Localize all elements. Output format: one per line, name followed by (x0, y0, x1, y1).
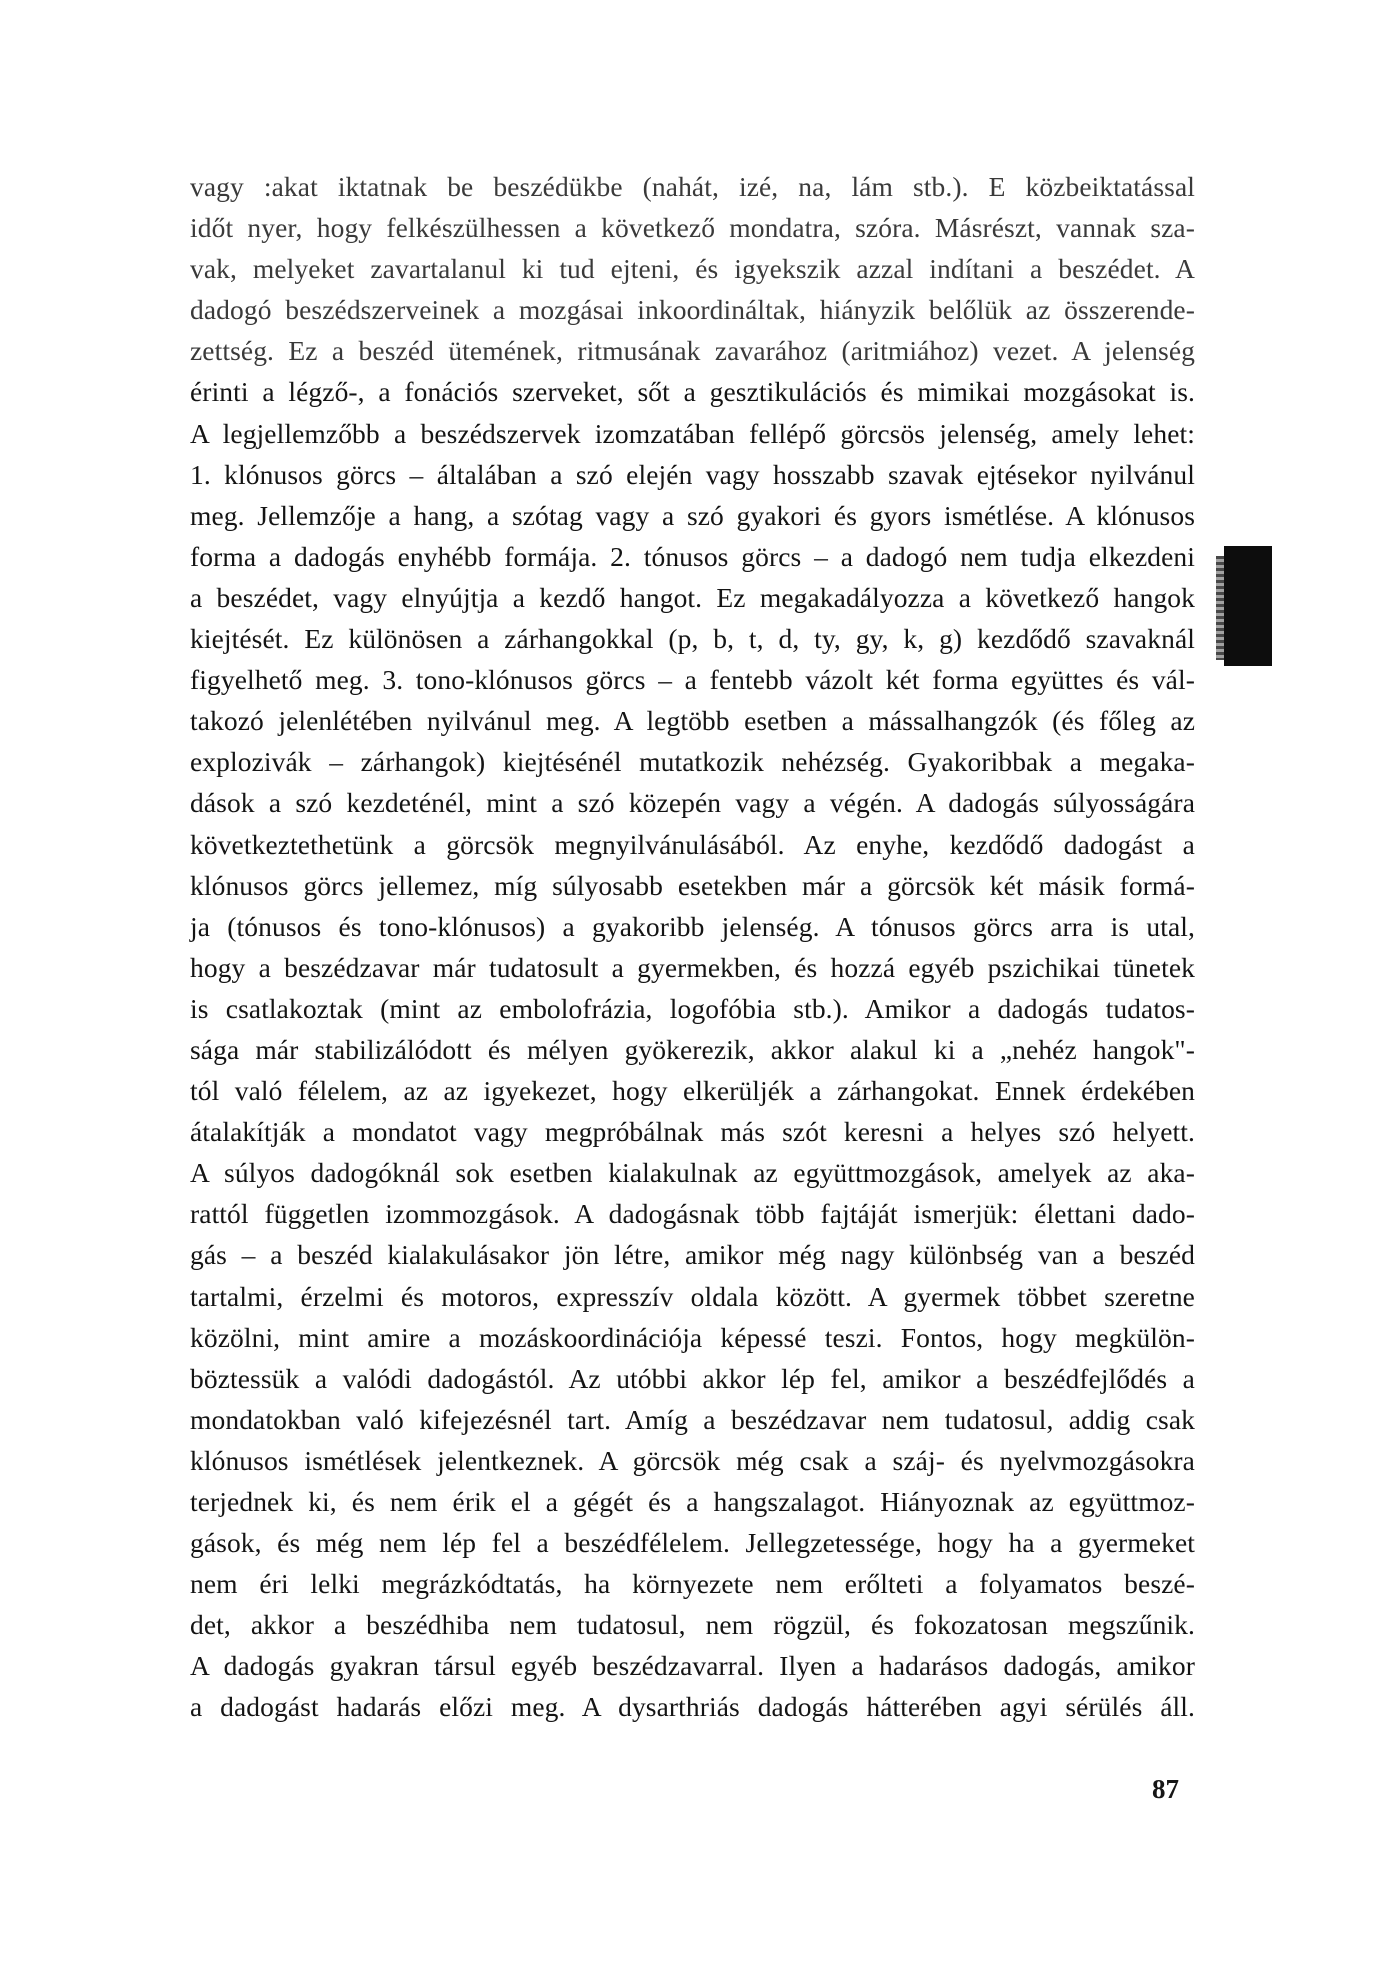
text-line: nem éri lelki megrázkódtatás, ha környezete nem erőlteti a folyamatos beszé- (190, 1568, 1195, 1600)
text-line: gások, és még nem lép fel a beszédfélelem. Jellegzetessége, hogy ha a gyermeket (190, 1527, 1195, 1559)
text-line: a dadogást hadarás előzi meg. A dysarthriás dadogás hátterében agyi sérülés áll. (190, 1691, 1195, 1723)
page-number: 87 (1152, 1774, 1179, 1804)
text-line: terjednek ki, és nem érik el a gégét és a hangszalagot. Hiányoznak az együttmoz- (190, 1486, 1195, 1517)
text-line: sága már stabilizálódott és mélyen gyökerezik, akkor alakul ki a „nehéz hangok"- (190, 1033, 1195, 1065)
text-line: A legjellemzőbb a beszédszervek izomzatában fellépő görcsös jelenség, amely lehet: (190, 417, 1195, 449)
text-line: következtethetünk a görcsök megnyilvánulásából. Az enyhe, kezdődő dadogást a (190, 828, 1195, 860)
text-line: böztessük a valódi dadogástól. Az utóbbi akkor lép fel, amikor a beszédfejlődés a (190, 1362, 1195, 1394)
text-line: takozó jelenlétében nyilvánul meg. A legtöbb esetben a mássalhangzók (és főleg az (190, 705, 1195, 737)
text-line: is csatlakoztak (mint az embolofrázia, logofóbia stb.). Amikor a dadogás tudatos- (190, 992, 1195, 1024)
text-line: érinti a légző-, a fonációs szerveket, sőt a gesztikulációs és mimikai mozgásokat is. (190, 376, 1195, 408)
text-line: vak, melyeket zavartalanul ki tud ejteni, és igyekszik azzal indítani a beszédet. A (190, 253, 1195, 285)
text-line: mondatokban való kifejezésnél tart. Amíg a beszédzavar nem tudatosul, addig csak (190, 1403, 1195, 1435)
text-line: A dadogás gyakran társul egyéb beszédzavarral. Ilyen a hadarásos dadogás, amikor (190, 1650, 1195, 1682)
text-line: ja (tónusos és tono-klónusos) a gyakoribb jelenség. A tónusos görcs arra is utal, (190, 910, 1195, 942)
text-line: gás – a beszéd kialakulásakor jön létre, amikor még nagy különbség van a beszéd (190, 1239, 1195, 1271)
text-line: klónusos ismétlések jelentkeznek. A görcsök még csak a száj- és nyelvmozgásokra (190, 1444, 1195, 1476)
text-line: figyelhető meg. 3. tono-klónusos görcs – a fentebb vázolt két forma együttes és vál- (190, 664, 1195, 696)
text-line: klónusos görcs jellemez, míg súlyosabb esetekben már a görcsök két másik formá- (190, 869, 1195, 901)
body-text (190, 166, 1195, 1728)
text-line: forma a dadogás enyhébb formája. 2. tónusos görcs – a dadogó nem tudja elkezdeni (190, 540, 1195, 572)
text-line: rattól független izommozgások. A dadogásnak több fajtáját ismerjük: élettani dado- (190, 1198, 1195, 1230)
text-line: tartalmi, érzelmi és motoros, expresszív oldala között. A gyermek többet szeretne (190, 1280, 1195, 1312)
text-line: átalakítják a mondatot vagy megpróbálnak más szót keresni a helyes szó helyett. (190, 1116, 1195, 1148)
text-line: kiejtését. Ez különösen a zárhangokkal (p, b, t, d, ty, gy, k, g) kezdődő szavaknál (190, 623, 1195, 655)
text-line: időt nyer, hogy felkészülhessen a következő mondatra, szóra. Másrészt, vannak sza- (190, 212, 1195, 244)
text-line: A súlyos dadogóknál sok esetben kialakulnak az együttmozgások, amelyek az aka- (190, 1157, 1195, 1189)
text-line: a beszédet, vagy elnyújtja a kezdő hangot. Ez megakadályozza a következő hangok (190, 581, 1195, 613)
text-line: zettség. Ez a beszéd ütemének, ritmusának zavarához (aritmiához) vezet. A jelenség (190, 335, 1195, 367)
text-line: explozivák – zárhangok) kiejtésénél mutatkozik nehézség. Gyakoribbak a megaka- (190, 746, 1195, 778)
text-line: 1. klónusos görcs – általában a szó elején vagy hosszabb szavak ejtésekor nyilvánul (190, 458, 1195, 490)
thumb-index-marker (1224, 546, 1272, 666)
text-line: közölni, mint amire a mozáskoordinációja képessé teszi. Fontos, hogy megkülön- (190, 1321, 1195, 1353)
text-line: dadogó beszédszerveinek a mozgásai inkoordináltak, hiányzik belőlük az összerende- (190, 294, 1195, 326)
text-line: dások a szó kezdeténél, mint a szó közepén vagy a végén. A dadogás súlyosságára (190, 787, 1195, 819)
text-line: tól való félelem, az az igyekezet, hogy elkerüljék a zárhangokat. Ennek érdekében (190, 1075, 1195, 1107)
text-line: vagy :akat iktatnak be beszédükbe (nahát, izé, na, lám stb.). E közbeiktatással (190, 171, 1195, 202)
text-line: meg. Jellemzője a hang, a szótag vagy a szó gyakori és gyors ismétlése. A klónusos (190, 499, 1195, 531)
text-line: det, akkor a beszédhiba nem tudatosul, nem rögzül, és fokozatosan megszűnik. (190, 1609, 1195, 1641)
text-line: hogy a beszédzavar már tudatosult a gyermekben, és hozzá egyéb pszichikai tünetek (190, 951, 1195, 983)
